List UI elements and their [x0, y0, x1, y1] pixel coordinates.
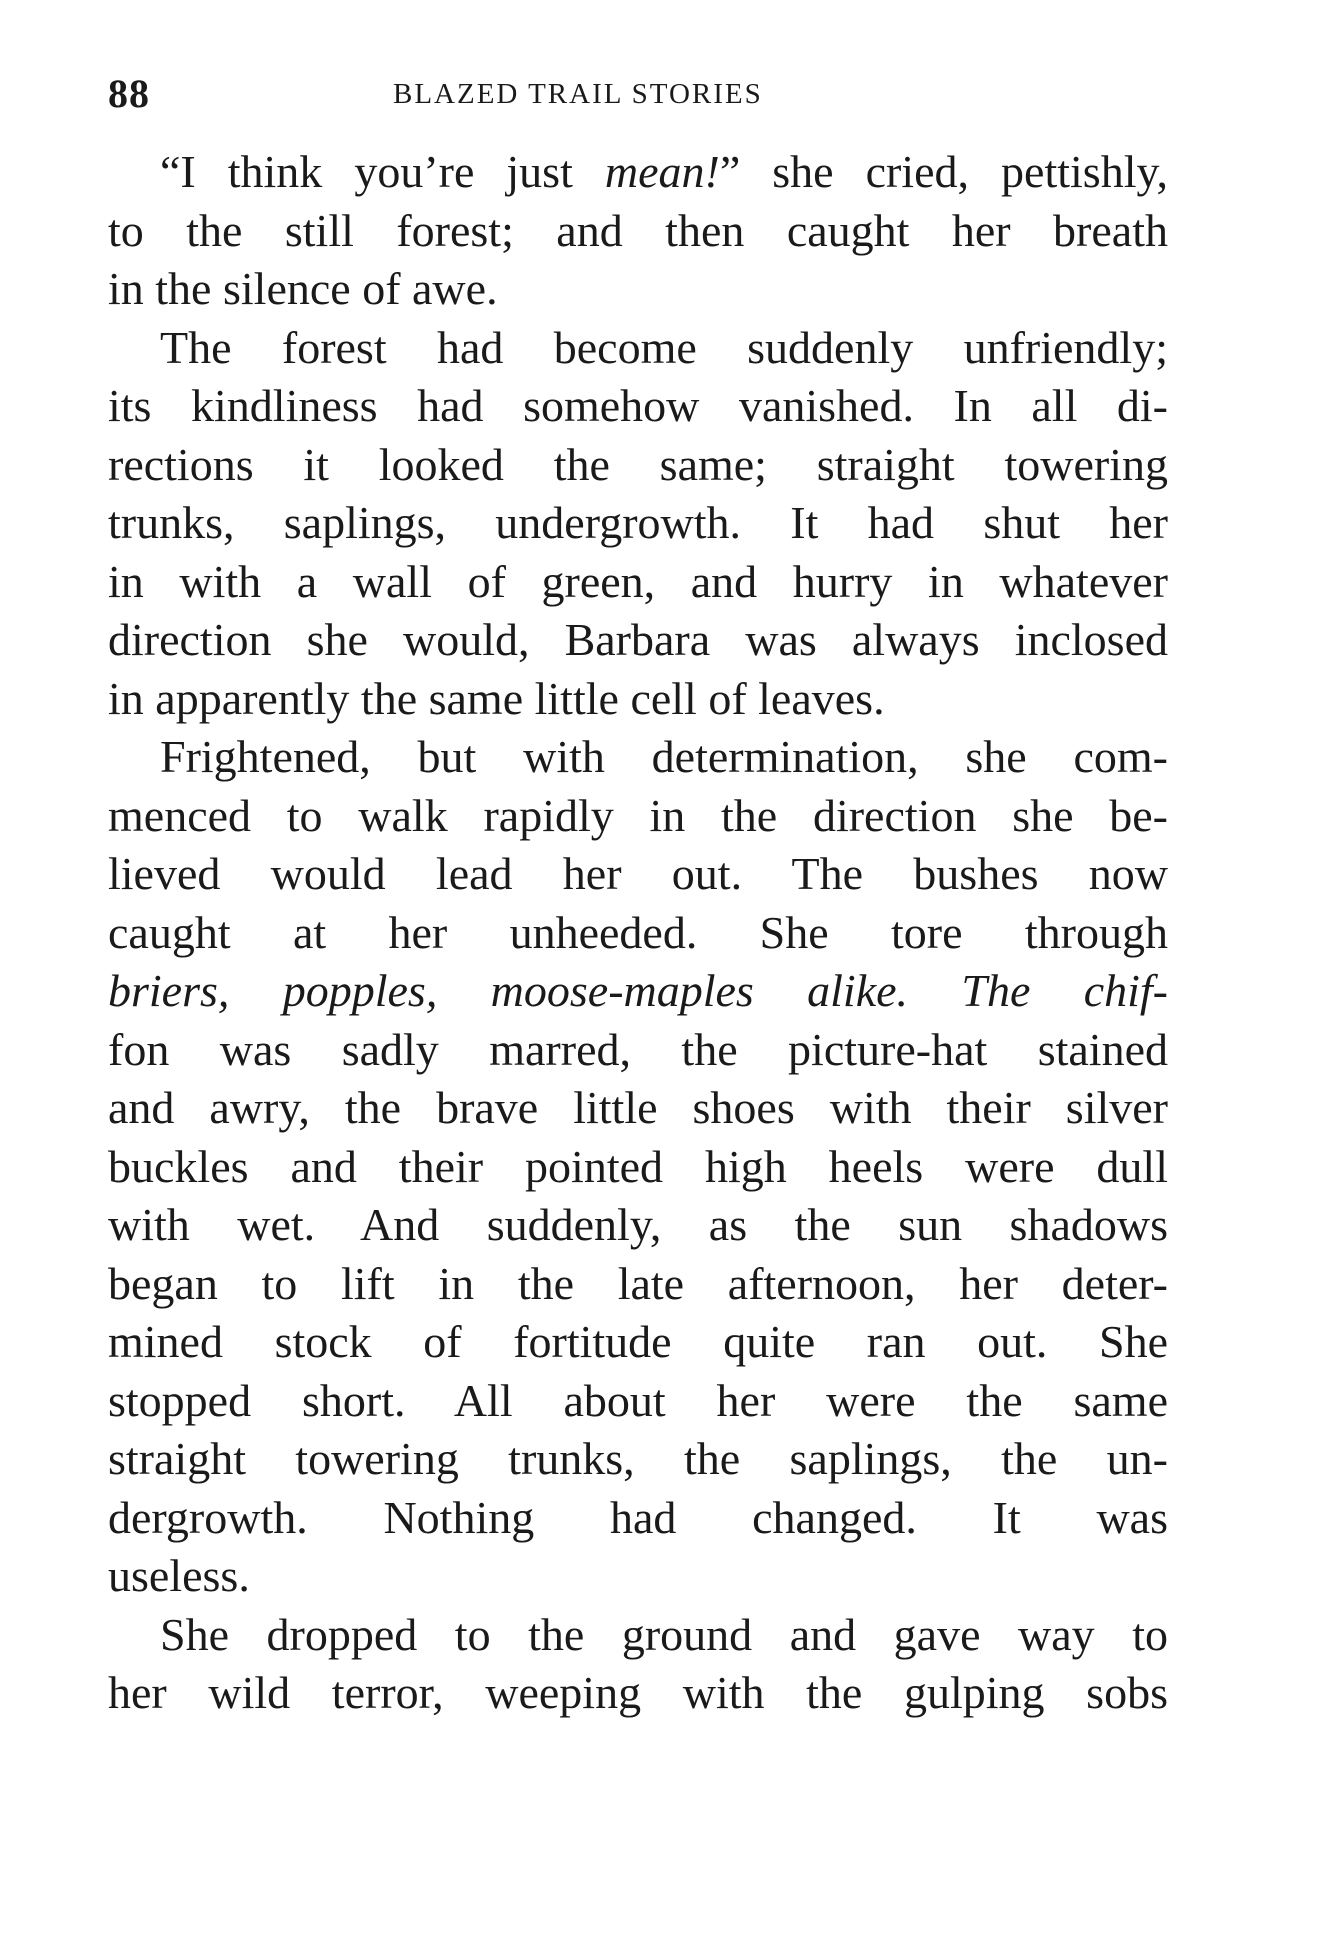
running-title: BLAZED TRAIL STORIES	[393, 78, 763, 110]
paragraph-4	[108, 1606, 1168, 1723]
text-line: useless.	[108, 1550, 250, 1601]
paragraph-1	[108, 143, 1168, 319]
text-line: fon was sadly marred, the picture-hat stained	[108, 1023, 1168, 1075]
text-line: The forest had become suddenly unfriendly;	[160, 321, 1168, 373]
text-line: in the silence of awe.	[108, 263, 498, 314]
running-head	[108, 70, 1168, 120]
text-line: stopped short. All about her were the same	[108, 1374, 1168, 1426]
text-line: caught at her unheeded. She tore through	[108, 906, 1168, 958]
text-line: dergrowth. Nothing had changed. It was	[108, 1491, 1168, 1543]
text-line: its kindliness had somehow vanished. In all di-	[108, 380, 1168, 431]
text-line: “I think you’re just mean!” she cried, pettishly,	[160, 146, 1169, 197]
italic-word: mean!	[604, 146, 720, 197]
text-line: and awry, the brave little shoes with their silver	[108, 1082, 1168, 1133]
text-line: to the still forest; and then caught her breath	[108, 204, 1168, 256]
text-line: in apparently the same little cell of leaves.	[108, 672, 885, 724]
text-line: briers, popples, moose-maples alike. The chif-	[108, 965, 1168, 1016]
text-line: buckles and their pointed high heels were dull	[108, 1140, 1168, 1192]
page-number: 88	[108, 71, 150, 116]
text-line: menced to walk rapidly in the direction she be-	[108, 789, 1168, 841]
paragraph-3	[108, 728, 1168, 1606]
text-line: direction she would, Barbara was always inclosed	[108, 614, 1168, 665]
text-line: mined stock of fortitude quite ran out. She	[108, 1316, 1168, 1367]
text-line: her wild terror, weeping with the gulping sobs	[108, 1667, 1168, 1718]
text-line: She dropped to the ground and gave way to	[160, 1608, 1168, 1660]
text-line: straight towering trunks, the saplings, the un-	[108, 1433, 1168, 1484]
text-line: lieved would lead her out. The bushes now	[108, 848, 1168, 899]
text-line: with wet. And suddenly, as the sun shadows	[108, 1199, 1168, 1250]
paragraph-2	[108, 319, 1168, 729]
text-line: in with a wall of green, and hurry in whatever	[108, 555, 1168, 607]
text-line: Frightened, but with determination, she com-	[160, 731, 1168, 782]
text-line: trunks, saplings, undergrowth. It had shut her	[108, 497, 1168, 548]
body-text	[108, 143, 1168, 1723]
text-line: rections it looked the same; straight towering	[108, 438, 1168, 490]
text-line: began to lift in the late afternoon, her deter-	[108, 1257, 1168, 1309]
